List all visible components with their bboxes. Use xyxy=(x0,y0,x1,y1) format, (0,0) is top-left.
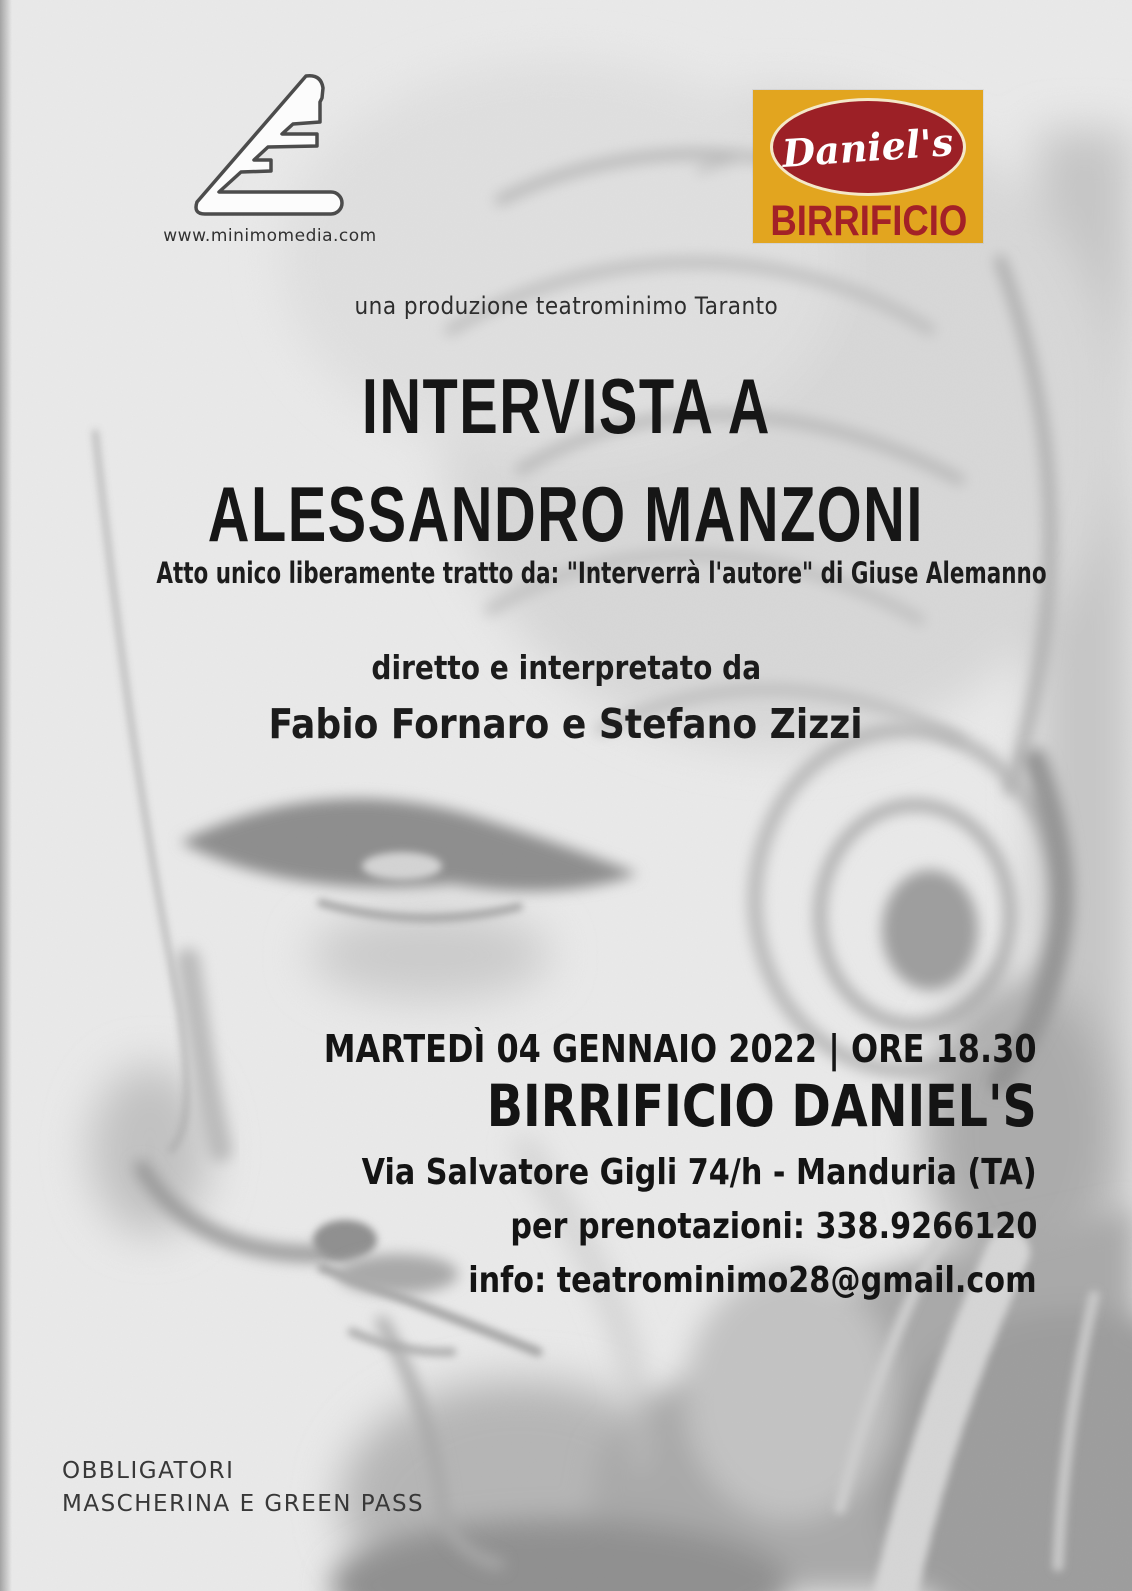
event-address: Via Salvatore Gigli 74/h - Manduria (TA) xyxy=(361,1152,1037,1193)
daniels-birrificio-logo xyxy=(753,90,983,243)
producer-website: www.minimomedia.com xyxy=(163,226,377,246)
performer-names: Fabio Fornaro e Stefano Zizzi xyxy=(268,700,864,748)
left-edge-shadow xyxy=(0,0,12,1591)
event-info-email: info: teatrominimo28@gmail.com xyxy=(468,1260,1037,1301)
birrificio-wordmark: BIRRIFICIO xyxy=(770,197,968,245)
producer-logo xyxy=(160,72,380,246)
covid-requirements xyxy=(62,1455,424,1521)
requirements-line1: OBBLIGATORI xyxy=(62,1458,235,1484)
event-reservations-phone: per prenotazioni: 338.9266120 xyxy=(510,1206,1037,1247)
show-title xyxy=(0,352,1132,568)
event-venue: BIRRIFICIO DANIEL'S xyxy=(486,1072,1037,1140)
production-credit: una produzione teatrominimo Taranto xyxy=(354,292,778,320)
show-title-line2: ALESSANDRO MANZONI xyxy=(207,470,925,558)
daniels-script-text: Daniel's xyxy=(780,118,956,176)
daniels-oval-badge xyxy=(770,98,966,196)
event-datetime: MARTEDÌ 04 GENNAIO 2022 | ORE 18.30 xyxy=(324,1027,1037,1071)
event-details-block xyxy=(188,1028,1037,1306)
minimomedia-staircase-logo-icon xyxy=(185,72,355,220)
directed-by-label: diretto e interpretato da xyxy=(371,648,761,687)
credits-block xyxy=(0,646,1132,750)
requirements-line2: MASCHERINA E GREEN PASS xyxy=(62,1491,425,1517)
show-subtitle: Atto unico liberamente tratto da: "Interverrà l'autore" di Giuse Alemanno xyxy=(156,556,1047,590)
show-title-line1: INTERVISTA A xyxy=(361,362,771,450)
